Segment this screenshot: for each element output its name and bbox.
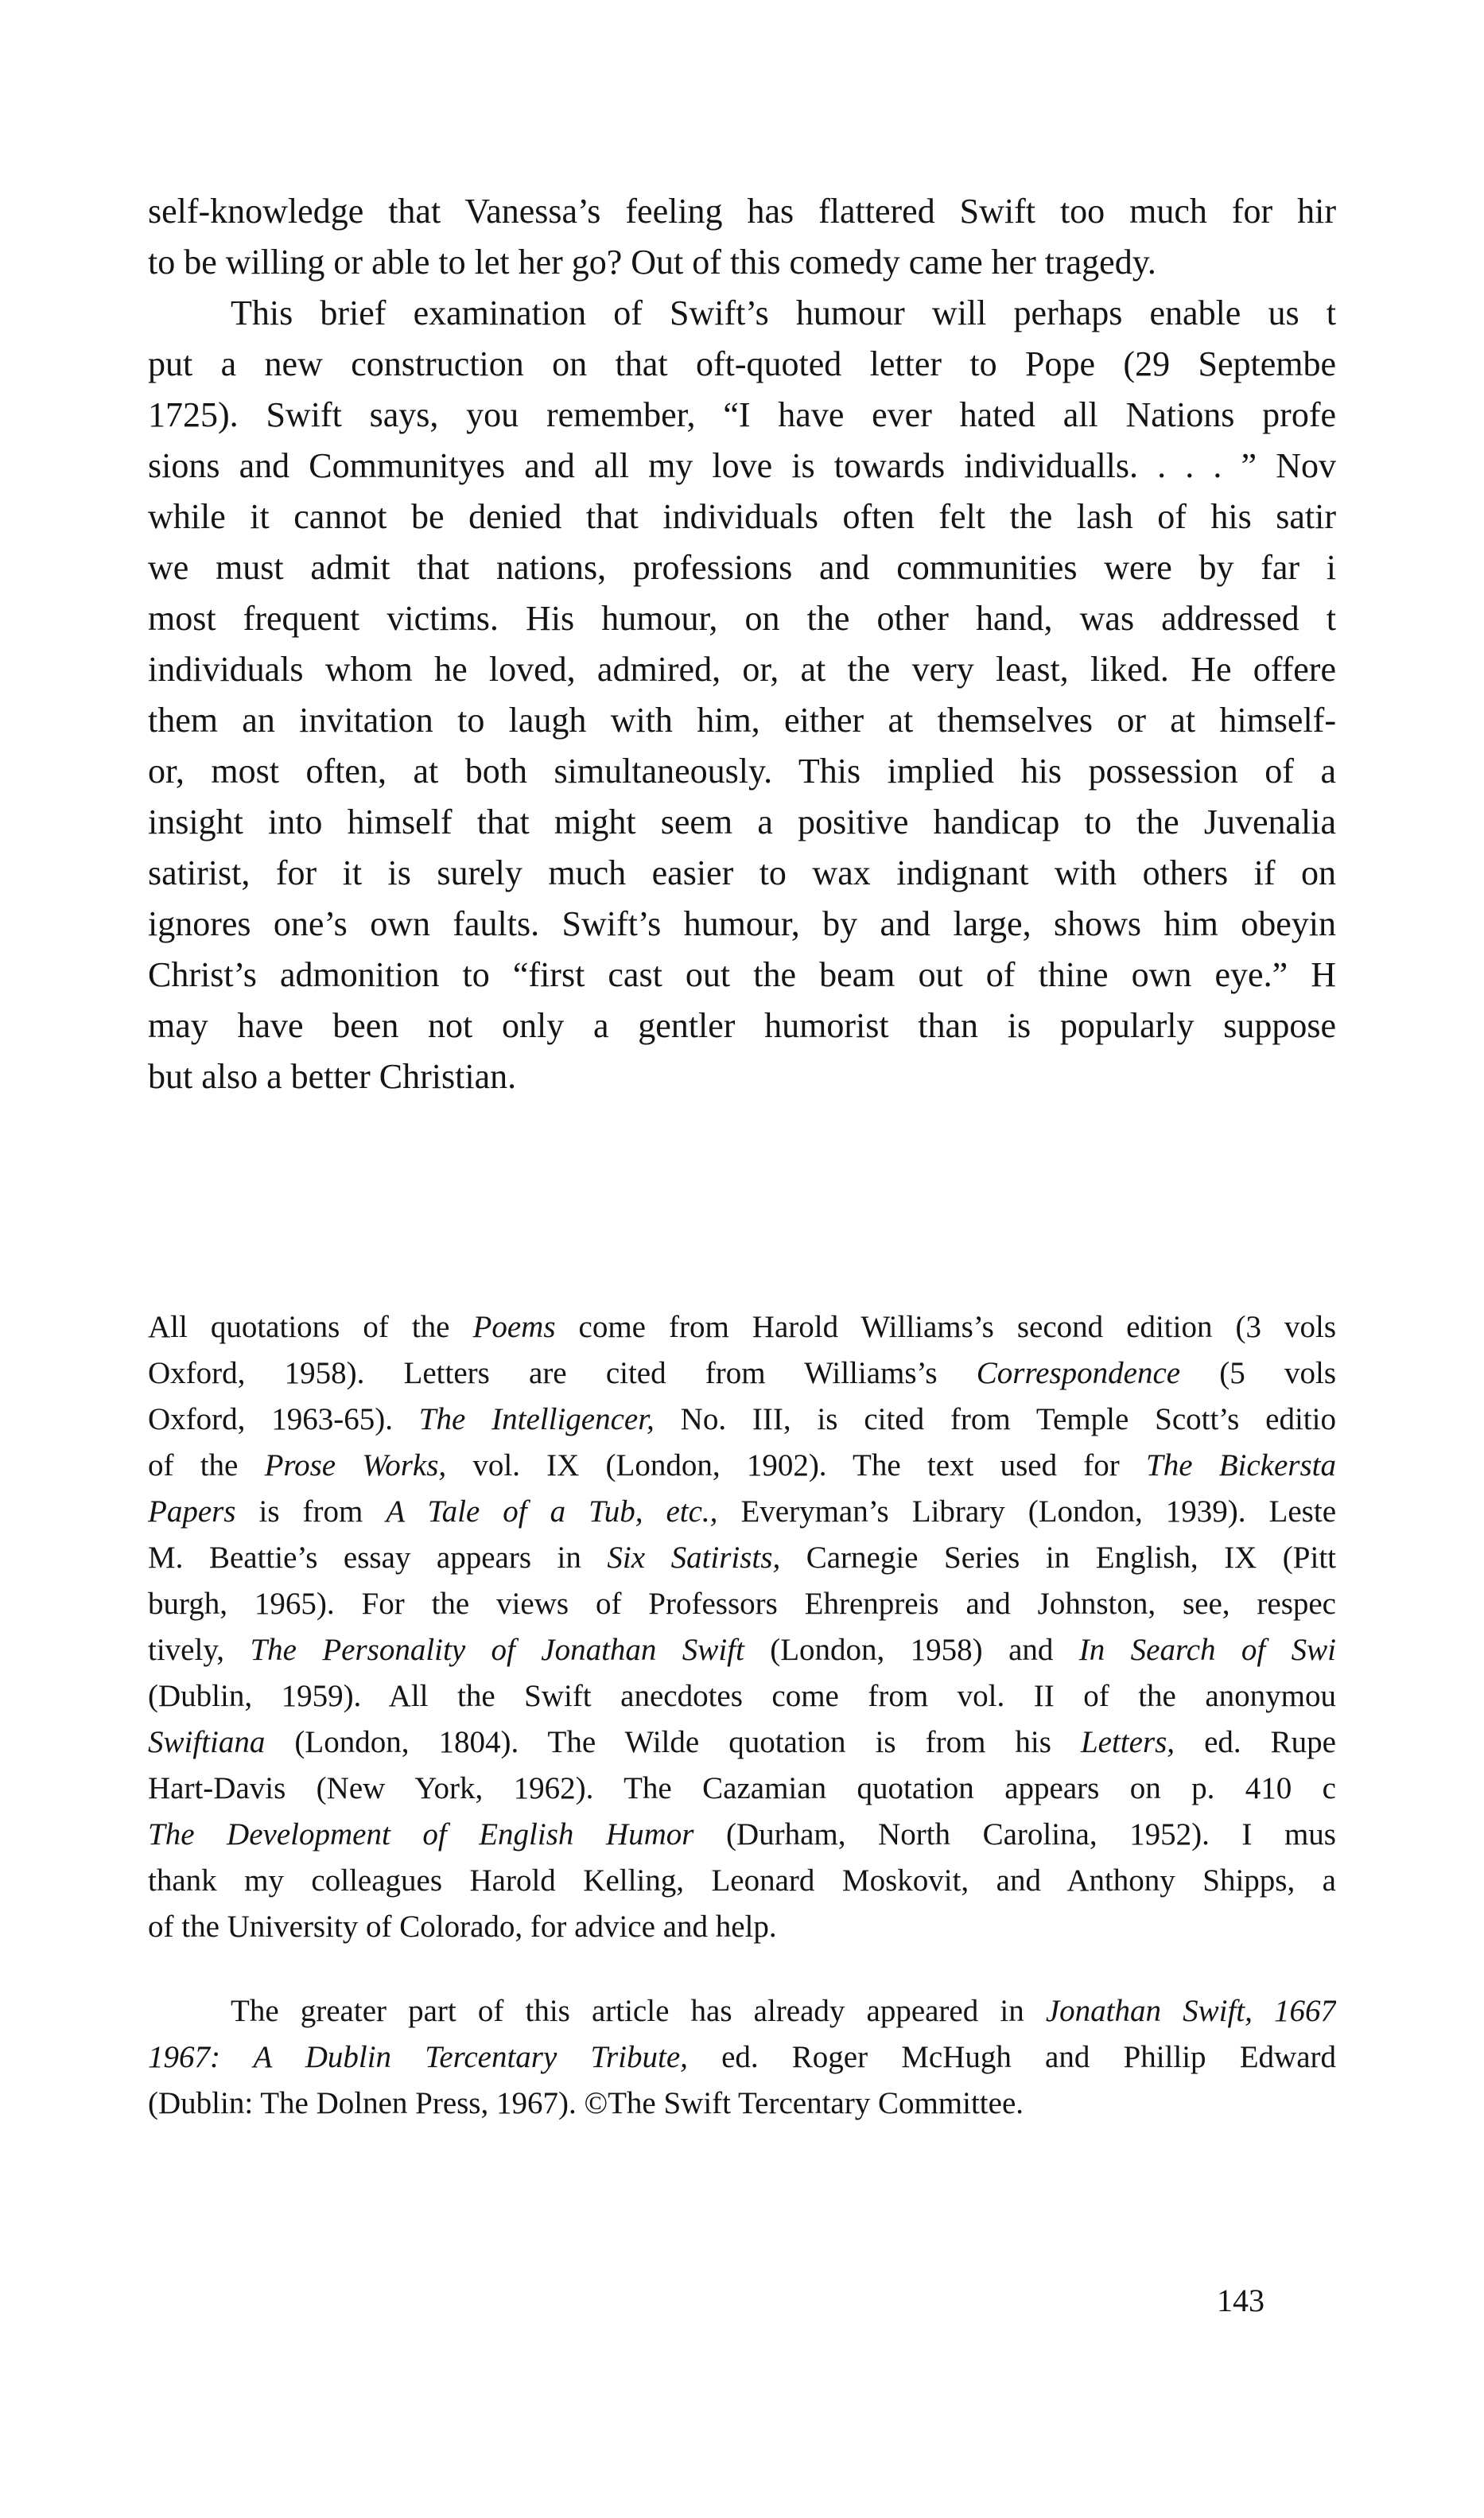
note-line: thank my colleagues Harold Kelling, Leonard Moskovit, and Anthony Shipps, a	[148, 1863, 1336, 1898]
page-number: 143	[1217, 2283, 1265, 2318]
note-line: Oxford, 1958). Letters are cited from Williams’s Correspondence (5 vols	[148, 1356, 1336, 1390]
body-line: or, most often, at both simultaneously. This implied his possession of a	[148, 752, 1336, 791]
note-line: 1967: A Dublin Tercentary Tribute, ed. Roger McHugh and Phillip Edward	[148, 2040, 1336, 2074]
note-line: The greater part of this article has already appeared in Jonathan Swift, 1667	[231, 1994, 1336, 2028]
body-line: self-knowledge that Vanessa’s feeling has flattered Swift too much for hir	[148, 192, 1336, 231]
body-line: satirist, for it is surely much easier to wax indignant with others if on	[148, 853, 1336, 892]
body-line: Christ’s admonition to “first cast out the beam out of thine own eye.” H	[148, 955, 1336, 994]
note-line: burgh, 1965). For the views of Professors Ehrenpreis and Johnston, see, respec	[148, 1587, 1336, 1621]
body-line: This brief examination of Swift’s humour will perhaps enable us t	[231, 293, 1336, 332]
body-line: most frequent victims. His humour, on the other hand, was addressed t	[148, 599, 1336, 638]
note-line: All quotations of the Poems come from Harold Williams’s second edition (3 vols	[148, 1310, 1336, 1344]
body-line: sions and Communityes and all my love is towards individualls. . . . ” Nov	[148, 446, 1336, 485]
body-line: we must admit that nations, professions and communities were by far i	[148, 548, 1336, 587]
note-line: of the University of Colorado, for advice and help.	[148, 1910, 777, 1944]
body-line: 1725). Swift says, you remember, “I have ever hated all Nations profe	[148, 395, 1336, 434]
body-line: while it cannot be denied that individuals often felt the lash of his satir	[148, 497, 1336, 536]
body-line: to be willing or able to let her go? Out of this comedy came her tragedy.	[148, 243, 1156, 282]
note-line: The Development of English Humor (Durham, North Carolina, 1952). I mus	[148, 1817, 1336, 1852]
body-line: insight into himself that might seem a positive handicap to the Juvenalia	[148, 802, 1336, 841]
body-line: them an invitation to laugh with him, either at themselves or at himself-	[148, 701, 1336, 740]
note-line: Papers is from A Tale of a Tub, etc., Everyman’s Library (London, 1939). Leste	[148, 1494, 1336, 1529]
note-line: Hart-Davis (New York, 1962). The Cazamian quotation appears on p. 410 c	[148, 1771, 1336, 1805]
note-line: (Dublin, 1959). All the Swift anecdotes come from vol. II of the anonymou	[148, 1679, 1336, 1713]
note-line: tively, The Personality of Jonathan Swift (London, 1958) and In Search of Swi	[148, 1633, 1336, 1667]
note-line: M. Beattie’s essay appears in Six Satirists, Carnegie Series in English, IX (Pitt	[148, 1541, 1336, 1575]
body-line: but also a better Christian.	[148, 1057, 517, 1096]
note-line: Oxford, 1963-65). The Intelligencer, No. III, is cited from Temple Scott’s editio	[148, 1402, 1336, 1436]
note-line: (Dublin: The Dolnen Press, 1967). ©The Swift Tercentary Committee.	[148, 2086, 1024, 2120]
note-line: Swiftiana (London, 1804). The Wilde quotation is from his Letters, ed. Rupe	[148, 1725, 1336, 1759]
body-line: put a new construction on that oft-quoted letter to Pope (29 Septembe	[148, 344, 1336, 383]
body-line: may have been not only a gentler humorist than is popularly suppose	[148, 1006, 1336, 1045]
body-line: ignores one’s own faults. Swift’s humour, by and large, shows him obeyin	[148, 904, 1336, 943]
note-line: of the Prose Works, vol. IX (London, 1902). The text used for The Bickersta	[148, 1448, 1336, 1482]
body-line: individuals whom he loved, admired, or, at the very least, liked. He offere	[148, 650, 1336, 689]
